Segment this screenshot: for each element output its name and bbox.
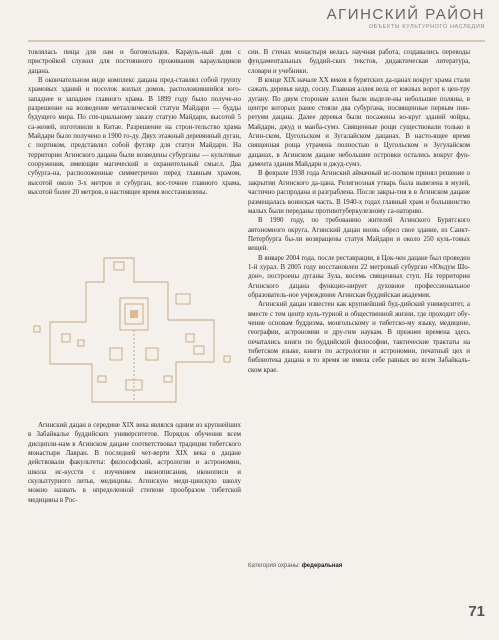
paragraph: В конце XIX начале XX веков в бурятских да-цанах вокруг храма стали сажать деревья кедр, сосну. Главная аллея вела от южных ворот к цен-тру дугану. По двум сторонам аллеи были выделе-ны небольшие поляны, в центре которых ранее стояли два субургана, посвященные первым пин-ретуям дацана. Далее деревья были посажены во-круг зданий чойры, Майдари, джуд и манба-сумэ. Священные рощи существовали только в Агин-ском, Цугольском и Зугалайском дацанах. В насто-ящее время священная роща утрачена полностью в Цугольском и Зугулайском дацанах, в Агинском дацане небольшие островки остались вокруг фун-дамента здания Майдари и джуд-сумэ. <box>248 77 470 169</box>
page-number: 71 <box>468 603 485 620</box>
category-label: Категория охраны: <box>248 563 300 569</box>
paragraph: сии. В стенах монастыря велась научная работа, создавались переводы фундаментальных буддий-ских текстов, дидактическая литература, словари и учебники. <box>248 49 470 75</box>
paragraph: В январе 2004 года, после реставрации, в Цок-чен дацане был проведен 1-й хурал. В 2005 году восстановлен 22 метровый субурган «Юндум Шо-дон», построены дуганы Зула, восемь священных ступ. На территории Агинского дацана функцио-нирует духовное профессиональное образователь-ное учреждение Агинская буддийская академия. <box>248 254 470 299</box>
dacan-site-plan <box>26 252 242 412</box>
paragraph: Агинский дацан в середине XIX века являлся одним из крупнейших в Забайкалье буддийских университетов. Порядок обучения всем дисципли-нам в Агинском дацане соответствовал традиции тибетского монастыря Лавран. В последней чет-верти XIX века в дацане действовали факультеты: философский, астрологии и астрономии, школа ис-кусств с изучением иконописания, иконописи и скульптурного литья, медицины. Агинскую меди-цинскую школу можно назвать в определенной степени прообразом тибетской медицины в Рос- <box>28 422 241 504</box>
left-column-top <box>28 48 241 198</box>
page-header <box>327 6 485 30</box>
header-rule <box>28 40 485 42</box>
paragraph: В 1990 году, по требованию жителей Агинского Бурятского автономного округа, Агинский дацан вновь обрел свое здание, из Санкт-Петербурга бы-ли возвращены статуя Майдари и около 250 куль-товых вещей. <box>248 217 470 253</box>
header-title: АГИНСКИЙ РАЙОН <box>326 6 485 23</box>
category-value: федеральная <box>301 563 343 569</box>
left-column-bottom <box>28 421 241 505</box>
paragraph: товлялась пища для лам и богомольцев. Карауль-ный дом с пристройкой служил для постоянного проживания караульщиков дацана. <box>28 49 241 75</box>
protection-category <box>248 563 342 569</box>
paragraph: Агинский дацан известен как крупнейший буд-дийский университет, а вместе с тем центр куль-турной и общественной жизни, где проходит обу-чение основам буддизма, монгольскому и тибетско-му языку, медицине, географии, астрономии и дру-гим наукам. В прежнее времена здесь печатались книги по буддийской философии, тактические трактаты на тибетском языке, книги по астрологии и астрономии, печатный цех и библиотека дацана в то время не имела себе равных во всем Забайкаль-ском крае. <box>248 301 470 374</box>
header-subtitle: ОБЪЕКТЫ КУЛЬТУРНОГО НАСЛЕДИЯ <box>368 24 485 30</box>
paragraph: В окончательном виде комплекс дацана пред-ставлял собой группу храмовых зданий и поселок жилых домов, расположившийся юго-западнее и западнее главного храма. В 1899 году было получе-но разрешение на возведение металлической статуи Майдари — будды будущего мира. По спе-циальному заказу статую Майдари, высотой 5 са-женей, изготовили в Китае. Разрешение на строи-тельство храма Майдари было получено в 1900 го-ду. Двух этажный деревянный дуган, с портиком, представлял собой футляр для статуи Майдари. На территории Агинского дацана были возведены субурганы — культовые сооружения, имеющие магический и охранительный смысл. Два субурга-на, расположенные симметрично перед главным храмом, высотой около 3-х метров и субурган, вос-точнее главного храма, высотой более 20 метров, в настоящее время восстановлены. <box>28 77 241 197</box>
right-column <box>248 48 470 375</box>
paragraph: В феврале 1938 года Агинский аймачный ис-полком принял решение о закрытии Агинского да-цана. Религиозная утварь была вывезена в музей, частично распродана и разграблена. После закры-тия в в Агинском дацане размещалась воинская часть. В 1940-х годах главный храм и большинство малых были переданы противотуберкулезному са-наторию. <box>248 170 470 215</box>
